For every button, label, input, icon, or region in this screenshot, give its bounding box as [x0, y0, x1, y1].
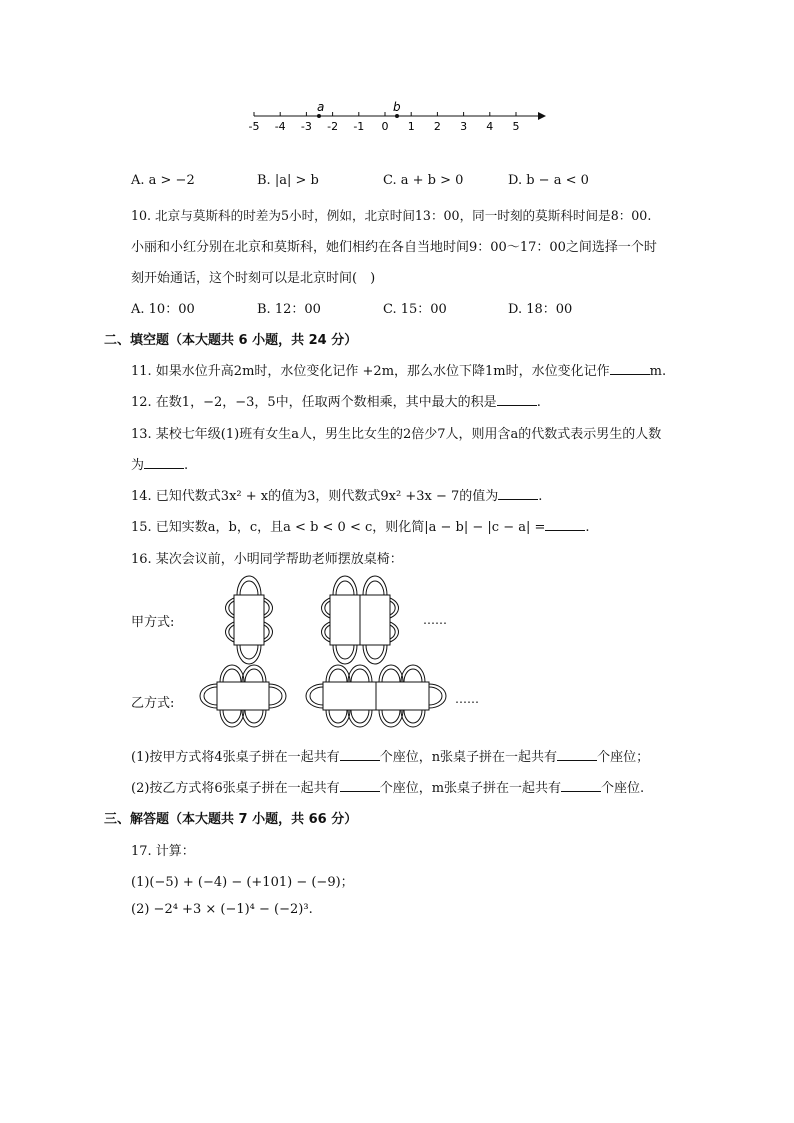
- label-a: a: [317, 100, 325, 114]
- jia-seat: [240, 645, 258, 659]
- q13-text: 为: [131, 458, 145, 473]
- q16-sub2-text-c: 个座位.: [601, 781, 645, 796]
- tick-label: -4: [274, 120, 286, 133]
- q16-ellipsis-yi: ……: [455, 692, 479, 706]
- q10-option-c: C. 15：00: [383, 302, 447, 317]
- q13-line1: 13. 某校七年级(1)班有女生a人，男生比女生的2倍少7人，则用含a的代数式表示男生的人数: [131, 427, 662, 442]
- jia-seat: [264, 625, 269, 639]
- tick-label: -2: [327, 120, 339, 133]
- point-b: [395, 114, 399, 118]
- q16-yi-figure: [195, 662, 455, 728]
- section3-title: 三、解答题（本大题共 7 小题，共 66 分）: [104, 812, 358, 827]
- tick-label: 3: [460, 120, 468, 133]
- tick-label: 1: [407, 120, 415, 133]
- q16-sub1: [131, 746, 649, 765]
- q16-label-yi: 乙方式:: [131, 696, 175, 711]
- tick-label: -1: [353, 120, 365, 133]
- tick-label: 5: [512, 120, 520, 133]
- q12-text: 12. 在数1，−2，−3，5中，任取两个数相乘，其中最大的积是: [131, 395, 497, 410]
- q16-sub2-text-a: (2)按乙方式将6张桌子拼在一起共有: [131, 781, 340, 796]
- q10-line2: 小丽和小红分别在北京和莫斯科，她们相约在各自当地时间9：00～17：00之间选择一个时: [131, 240, 657, 255]
- jia-seat-outline: [264, 598, 272, 618]
- q16-sub1-text-c: 个座位；: [597, 750, 650, 765]
- q16-sub1-text-b: 个座位，n张桌子拼在一起共有: [379, 750, 558, 765]
- q15-end: .: [585, 520, 590, 535]
- q16-sub1-blank-2[interactable]: [557, 748, 597, 761]
- q11: [131, 360, 666, 379]
- q16-sub2-text-b: 个座位，m张桌子拼在一起共有: [379, 781, 562, 796]
- q16-sub2-blank-2[interactable]: [561, 779, 601, 792]
- q15-text: 15. 已知实数a，b，c，且a < b < 0 < c，则化简|a − b| − |c − a| =: [131, 520, 546, 535]
- jia-seat-outline: [226, 598, 234, 618]
- number-line-figure: [240, 96, 560, 138]
- q14-blank[interactable]: [498, 487, 538, 500]
- q16-label-jia: 甲方式:: [131, 615, 175, 630]
- q9-option-b: B. |a| > b: [257, 173, 319, 188]
- number-line-arrow: [538, 112, 546, 120]
- q16-sub1-text-a: (1)按甲方式将4张桌子拼在一起共有: [131, 750, 340, 765]
- tick-label: 0: [381, 120, 389, 133]
- jia-seat: [240, 581, 258, 595]
- q10-line3: 刻开始通话，这个时刻可以是北京时间( ): [131, 271, 376, 286]
- q16-sub2: [131, 777, 644, 796]
- jia-table-2a: [330, 595, 360, 645]
- jia-seat: [229, 625, 234, 639]
- q12: [131, 391, 541, 410]
- q14-text: 14. 已知代数式3x² + x的值为3，则代数式9x² +3x − 7的值为: [131, 489, 499, 504]
- label-b: b: [393, 100, 401, 114]
- q16-sub2-blank-1[interactable]: [340, 779, 380, 792]
- jia-seat: [264, 601, 269, 615]
- q10-option-b: B. 12：00: [257, 302, 321, 317]
- q10-option-d: D. 18：00: [508, 302, 573, 317]
- q10-option-a: A. 10：00: [131, 302, 195, 317]
- yi-table-2a: [323, 682, 376, 710]
- q16-jia-figure: [210, 575, 450, 665]
- q15-blank[interactable]: [545, 518, 585, 531]
- q11-end: m.: [649, 364, 667, 379]
- q15: [131, 516, 590, 535]
- q13-line2: [131, 454, 188, 473]
- point-a: [317, 114, 321, 118]
- tick-label: -5: [248, 120, 260, 133]
- q12-end: .: [536, 395, 541, 410]
- jia-seat-outline: [264, 622, 272, 642]
- tick-label: 4: [486, 120, 494, 133]
- q9-option-a: A. a > −2: [131, 173, 195, 188]
- tick-label: 2: [433, 120, 441, 133]
- q11-blank[interactable]: [610, 362, 650, 375]
- jia-seat-outline: [226, 622, 234, 642]
- tick-label: -3: [300, 120, 312, 133]
- q13-blank[interactable]: [144, 456, 184, 469]
- q16-ellipsis-jia: ……: [423, 613, 447, 627]
- q17-title: 17. 计算：: [131, 844, 195, 859]
- q11-text: 11. 如果水位升高2m时，水位变化记作 +2m，那么水位下降1m时，水位变化记作: [131, 364, 610, 379]
- q14-end: .: [538, 489, 543, 504]
- yi-table-1: [217, 682, 269, 710]
- q13-end: .: [184, 458, 189, 473]
- jia-table-2b: [360, 595, 390, 645]
- q14: [131, 485, 542, 504]
- q17-sub2: (2) −2⁴ +3 × (−1)⁴ − (−2)³.: [131, 902, 313, 917]
- q9-option-d: D. b − a < 0: [508, 173, 589, 188]
- section2-title: 二、填空题（本大题共 6 小题，共 24 分）: [104, 333, 358, 348]
- jia-table-1: [234, 595, 264, 645]
- q16-sub1-blank-1[interactable]: [340, 748, 380, 761]
- q12-blank[interactable]: [497, 393, 537, 406]
- q17-sub1: (1)(−5) + (−4) − (+101) − (−9)；: [131, 875, 354, 890]
- q16-text: 16. 某次会议前，小明同学帮助老师摆放桌椅：: [131, 552, 403, 567]
- q10-line1: 10. 北京与莫斯科的时差为5小时，例如，北京时间13：00，同一时刻的莫斯科时间是8：00.: [131, 208, 652, 223]
- yi-table-2b: [376, 682, 429, 710]
- q9-option-c: C. a + b > 0: [383, 173, 464, 188]
- jia-seat: [229, 601, 234, 615]
